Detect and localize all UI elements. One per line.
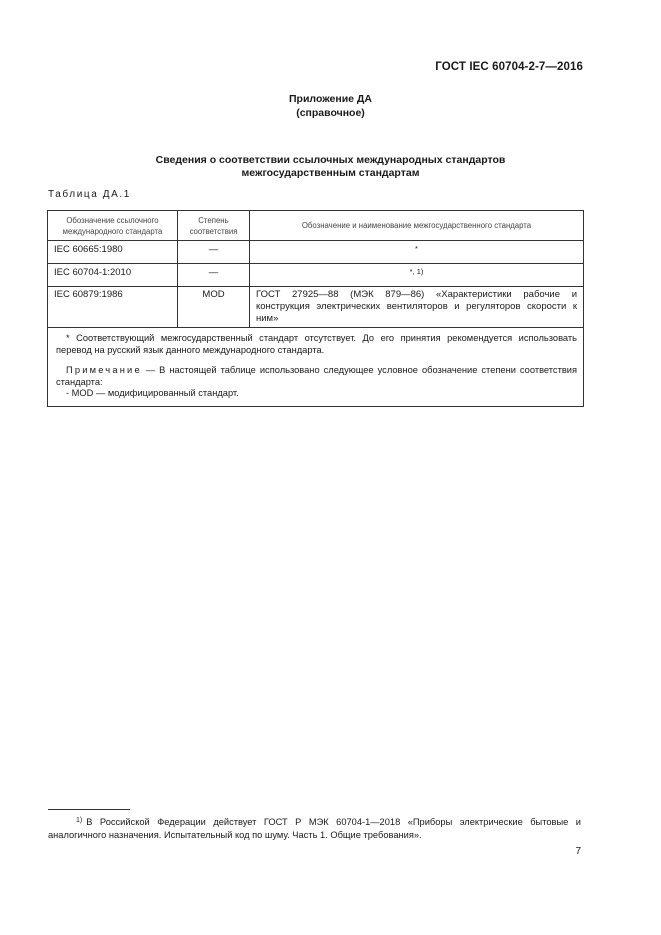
col-header-international-standard xyxy=(48,211,178,241)
section-title-line1: Сведения о соответствии ссылочных международных стандартов xyxy=(155,154,506,166)
cell-standard: IEC 60879:1986 xyxy=(48,287,178,328)
footnote-text: В Российской Федерации действует ГОСТ Р МЭК 60704-1—2018 «Приборы электрические бытовые и аналогичного назначения. Испытательный код по шуму. Часть 1. Общие требования». xyxy=(48,817,581,840)
table-caption: Таблица ДА.1 xyxy=(48,189,131,200)
cell-standard: IEC 60665:1980 xyxy=(48,241,178,264)
col-header-interstate-standard: Обозначение и наименование межгосударственного стандарта xyxy=(250,211,584,241)
cell-standard: IEC 60704-1:2010 xyxy=(48,264,178,287)
section-title xyxy=(0,154,661,180)
appendix-title: Приложение ДА xyxy=(289,93,372,105)
footnote xyxy=(48,815,581,841)
cell-designation: *, 1) xyxy=(250,264,584,287)
cell-designation: ГОСТ 27925—88 (МЭК 879—86) «Характеристики рабочие и конструкция электрических вентиляторов и регуляторов скорости к ним» xyxy=(250,287,584,328)
cell-designation: * xyxy=(250,241,584,264)
footnote-divider xyxy=(48,809,130,810)
page-number: 7 xyxy=(575,846,581,857)
cell-degree: — xyxy=(178,264,250,287)
table-row xyxy=(48,287,584,328)
cell-degree: — xyxy=(178,241,250,264)
table-notes-row xyxy=(48,328,584,407)
note-text: — В настоящей таблице использовано следующее условное обозначение степени соответствия стандарта: xyxy=(56,365,577,387)
table-header-row xyxy=(48,211,584,241)
note-primechanie xyxy=(56,365,577,388)
appendix-subtitle: (справочное) xyxy=(296,107,365,119)
table-notes xyxy=(48,328,584,407)
col-header-2-line1: Степень xyxy=(198,215,229,225)
cell-degree: MOD xyxy=(178,287,250,328)
table-row xyxy=(48,264,584,287)
section-title-line2: межгосударственным стандартам xyxy=(241,167,420,179)
note-label: Примечание xyxy=(66,365,142,375)
star-note: * Соответствующий межгосударственный стандарт отсутствует. До его принятия рекомендуется использовать перевод на русский язык данного международного стандарта. xyxy=(56,333,577,355)
col-header-2-line2: соответствия xyxy=(189,226,238,236)
table-row xyxy=(48,241,584,264)
col-header-degree xyxy=(178,211,250,241)
footnote-marker: 1) xyxy=(76,817,83,824)
standard-code-header: ГОСТ IEC 60704-2-7—2016 xyxy=(435,61,583,73)
mod-definition: - MOD — модифицированный стандарт. xyxy=(66,388,239,398)
col-header-1-line1: Обозначение ссылочного xyxy=(66,215,159,225)
col-header-1-line2: международного стандарта xyxy=(62,226,163,236)
appendix-heading xyxy=(0,92,661,120)
correspondence-table xyxy=(47,210,584,407)
